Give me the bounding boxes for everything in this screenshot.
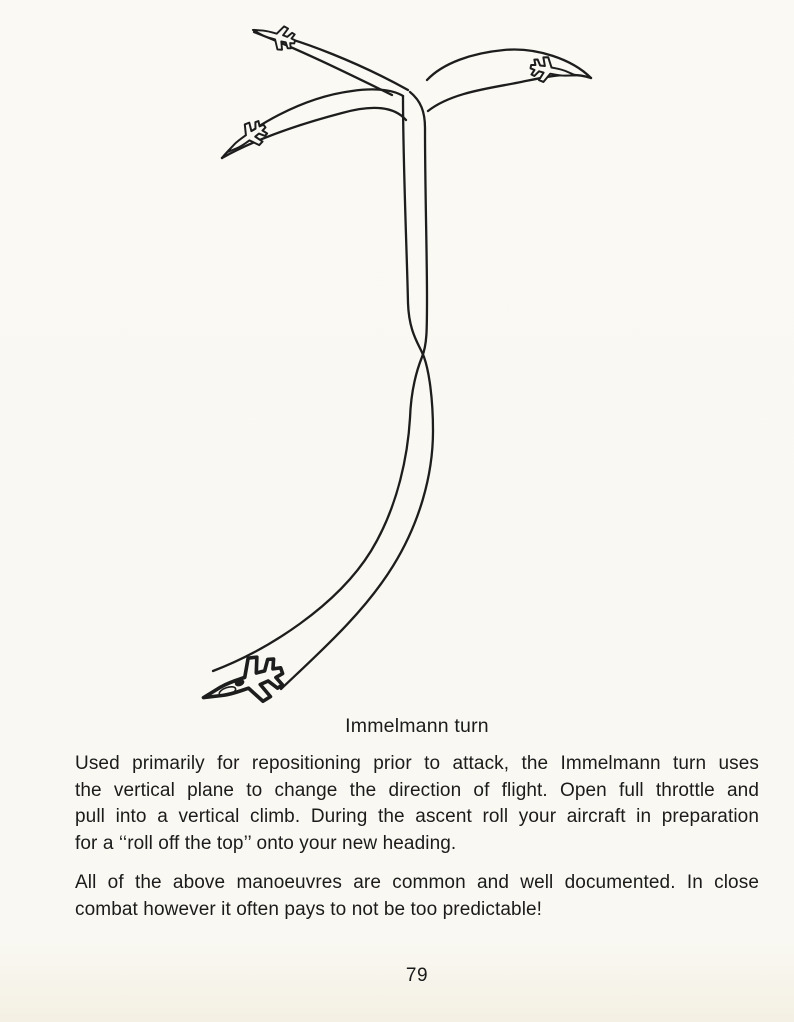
climbing-aircraft-icon: [196, 649, 289, 719]
climb-trail-left-edge: [281, 96, 433, 689]
paragraph-line: pull into a vertical climb. During the ascent roll your aircraft in preparation: [75, 806, 759, 828]
paragraph-line: All of the above manoeuvres are common and well documented. In close: [75, 872, 759, 893]
paragraph-line: combat however it often pays to not be too predictable!: [75, 898, 543, 920]
figure-caption: Immelmann turn: [345, 715, 489, 737]
exit-trail-right-bottom-edge: [428, 75, 591, 111]
paragraph-line: Used primarily for repositioning prior to attack, the Immelmann turn uses: [75, 753, 759, 774]
body-paragraph-1: [75, 751, 759, 857]
page-number: 79: [405, 965, 429, 986]
exit-aircraft-upper-left-icon: [250, 18, 298, 53]
climb-trail: [213, 92, 433, 689]
paragraph-line: the vertical plane to change the direction of flight. Open full throttle and: [75, 779, 759, 801]
exit-aircraft-right-icon: [528, 54, 578, 87]
body-paragraph-2: [75, 870, 759, 923]
paragraph-line: for a ‘‘roll off the top’’ onto your new heading.: [75, 832, 457, 854]
climb-trail-right-edge: [213, 92, 427, 671]
exit-trail-right: [427, 50, 591, 111]
